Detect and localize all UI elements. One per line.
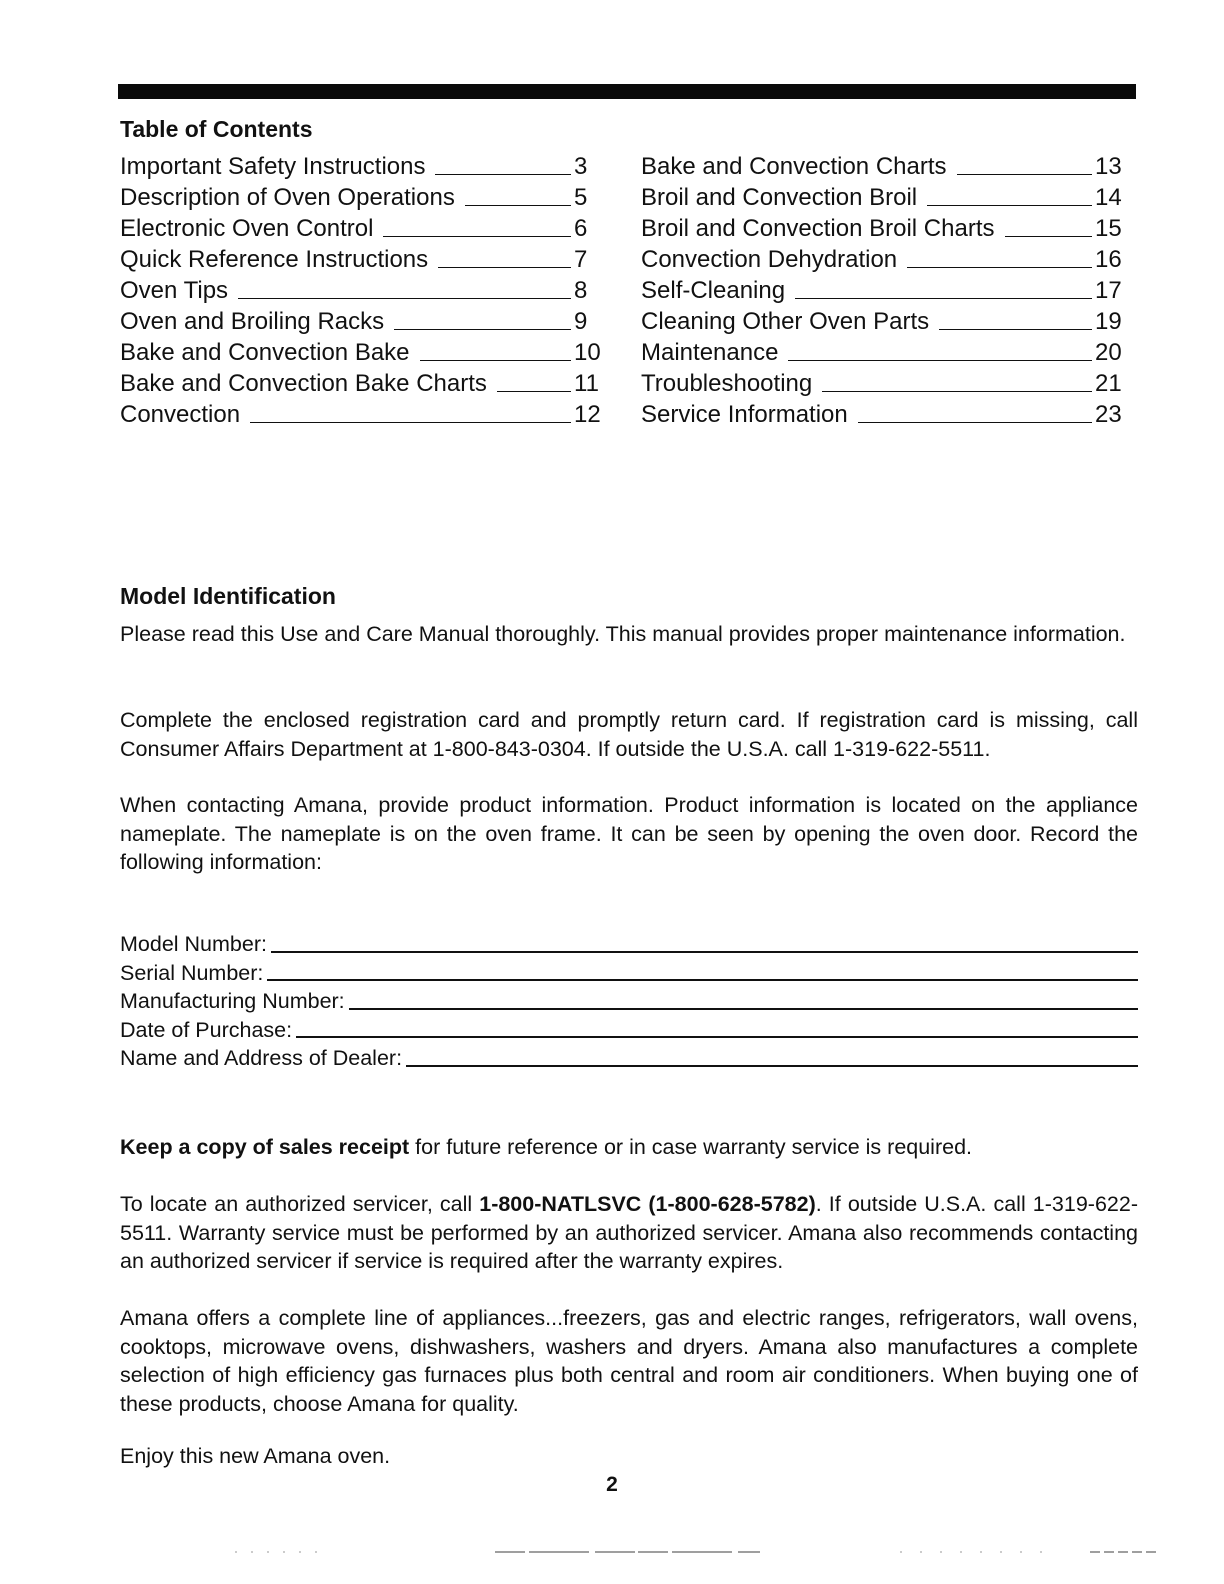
scan-noise-marks <box>0 1540 1224 1580</box>
toc-entry <box>120 337 604 368</box>
toc-entry-page: 15 <box>1095 215 1122 242</box>
toc-entry-label: Bake and Convection Bake <box>120 339 410 366</box>
manufacturing-number-label: Manufacturing Number: <box>120 989 345 1013</box>
toc-leader-line <box>858 422 1092 423</box>
toc-leader-line <box>238 298 571 299</box>
date-of-purchase-row <box>120 1016 1138 1045</box>
toc-entry <box>120 275 604 306</box>
toc-entry-page: 19 <box>1095 308 1122 335</box>
toc-leader-line <box>795 298 1092 299</box>
manufacturing-number-field[interactable] <box>349 1008 1138 1010</box>
toc-entry <box>120 182 604 213</box>
registration-paragraph: Complete the enclosed registration card and promptly return card. If registration card is missing, call Consumer Affairs Department at 1-800-843-0304. If outside the U.S.A. call 1-319-622-5511. <box>120 708 1138 761</box>
toc-leader-line <box>927 205 1092 206</box>
product-info-paragraph: When contacting Amana, provide product information. Product information is located on the appliance nameplate. The nameplate is on the oven frame. It can be seen by opening the oven door. Record the following information: <box>120 793 1138 874</box>
model-number-label: Model Number: <box>120 932 267 956</box>
dealer-field[interactable] <box>406 1065 1138 1067</box>
toc-entry <box>120 399 604 430</box>
toc-entry-page: 16 <box>1095 246 1122 273</box>
toc-leader-line <box>438 267 571 268</box>
toc-entry-label: Service Information <box>641 401 848 428</box>
date-of-purchase-field[interactable] <box>296 1036 1138 1038</box>
toc-leader-line <box>788 360 1092 361</box>
toc-entry-label: Quick Reference Instructions <box>120 246 429 273</box>
toc-leader-line <box>383 236 571 237</box>
toc-leader-line <box>939 329 1092 330</box>
servicer-text-pre: To locate an authorized servicer, call <box>120 1192 480 1216</box>
toc-entry <box>641 306 1129 337</box>
toc-leader-line <box>1005 236 1093 237</box>
toc-entry-label: Description of Oven Operations <box>120 184 455 211</box>
model-number-field[interactable] <box>271 951 1138 953</box>
toc-entry-label: Important Safety Instructions <box>120 153 426 180</box>
toc-entry-label: Broil and Convection Broil <box>641 184 918 211</box>
toc-leader-line <box>957 174 1092 175</box>
toc-entry-page: 10 <box>574 339 601 366</box>
serial-number-field[interactable] <box>267 979 1138 981</box>
toc-leader-line <box>822 391 1092 392</box>
toc-entry-label: Oven and Broiling Racks <box>120 308 385 335</box>
dealer-row <box>120 1044 1138 1073</box>
toc-leader-line <box>465 205 571 206</box>
toc-entry-page: 3 <box>574 153 588 180</box>
toc-entry <box>120 213 604 244</box>
toc-entry-label: Broil and Convection Broil Charts <box>641 215 995 242</box>
header-rule <box>118 84 1136 99</box>
toc-entry <box>120 306 604 337</box>
servicer-phone: 1-800-NATLSVC (1-800-628-5782) <box>479 1192 816 1216</box>
toc-entry-page: 7 <box>574 246 588 273</box>
toc-title: Table of Contents <box>120 116 313 142</box>
toc-entry-label: Oven Tips <box>120 277 229 304</box>
toc-entry-page: 6 <box>574 215 588 242</box>
toc-leader-line <box>497 391 571 392</box>
sales-receipt-paragraph <box>120 1133 1138 1162</box>
toc-entry <box>641 244 1129 275</box>
toc-entry-page: 12 <box>574 401 601 428</box>
closing-line: Enjoy this new Amana oven. <box>120 1444 391 1468</box>
servicer-paragraph <box>120 1190 1138 1276</box>
sales-receipt-text: for future reference or in case warranty service is required. <box>409 1135 973 1159</box>
toc-entry-page: 8 <box>574 277 588 304</box>
toc-entry <box>120 244 604 275</box>
toc-entry-page: 9 <box>574 308 588 335</box>
model-identification-title: Model Identification <box>120 583 336 609</box>
toc-entry-label: Convection <box>120 401 241 428</box>
toc-entry-label: Troubleshooting <box>641 370 813 397</box>
toc-leader-line <box>420 360 571 361</box>
amana-offers-paragraph: Amana offers a complete line of appliances...freezers, gas and electric ranges, refrigerators, wall ovens, cooktops, microwave ovens, dishwashers, washers and dryers. Amana also manufactures a complete selection of high efficiency gas furnaces plus both central and room air conditioners. When buying one of these products, choose Amana for quality. <box>120 1306 1138 1416</box>
toc-entry-page: 13 <box>1095 153 1122 180</box>
toc-entry-page: 21 <box>1095 370 1122 397</box>
toc-entry-page: 11 <box>574 370 599 397</box>
toc-entry-label: Cleaning Other Oven Parts <box>641 308 930 335</box>
toc-entry-label: Bake and Convection Bake Charts <box>120 370 487 397</box>
toc-entry-label: Electronic Oven Control <box>120 215 374 242</box>
toc-entry-label: Convection Dehydration <box>641 246 898 273</box>
toc-entry <box>641 399 1129 430</box>
toc-leader-line <box>435 174 571 175</box>
toc-entry <box>641 275 1129 306</box>
toc-entry <box>641 368 1129 399</box>
toc-entry-page: 5 <box>574 184 588 211</box>
toc-entry-page: 14 <box>1095 184 1122 211</box>
toc-leader-line <box>250 422 571 423</box>
manufacturing-number-row <box>120 987 1138 1016</box>
toc-entry <box>641 182 1129 213</box>
toc-entry <box>641 151 1129 182</box>
servicer-text-post: . If outside U.S.A. call 1-319-622-5511. Warranty service must be performed by an authorized servicer. Amana also recommends contacting an authorized servicer if service is required after the warranty expires. <box>120 1192 1138 1273</box>
date-of-purchase-label: Date of Purchase: <box>120 1017 293 1042</box>
toc-entry-page: 23 <box>1095 401 1122 428</box>
toc-entry-label: Self-Cleaning <box>641 277 786 304</box>
dealer-label: Name and Address of Dealer: <box>120 1046 403 1070</box>
toc-entry <box>120 151 604 182</box>
toc-right-column <box>641 151 1129 430</box>
serial-number-row <box>120 959 1138 988</box>
record-information-form <box>120 930 1138 1073</box>
toc-entry-label: Maintenance <box>641 339 779 366</box>
toc-entry <box>120 368 604 399</box>
model-number-row <box>120 930 1138 959</box>
sales-receipt-emphasis: Keep a copy of sales receipt <box>120 1135 410 1159</box>
toc-entry <box>641 213 1129 244</box>
toc-left-column <box>120 151 604 430</box>
toc-leader-line <box>394 329 571 330</box>
toc-leader-line <box>907 267 1092 268</box>
manual-intro-paragraph: Please read this Use and Care Manual thoroughly. This manual provides proper maintenance information. <box>120 622 1126 646</box>
serial-number-label: Serial Number: <box>120 960 264 985</box>
toc-entry <box>641 337 1129 368</box>
page-number: 2 <box>606 1473 618 1496</box>
toc-entry-page: 20 <box>1095 339 1122 366</box>
toc-entry-label: Bake and Convection Charts <box>641 153 947 180</box>
toc-entry-page: 17 <box>1095 277 1122 304</box>
